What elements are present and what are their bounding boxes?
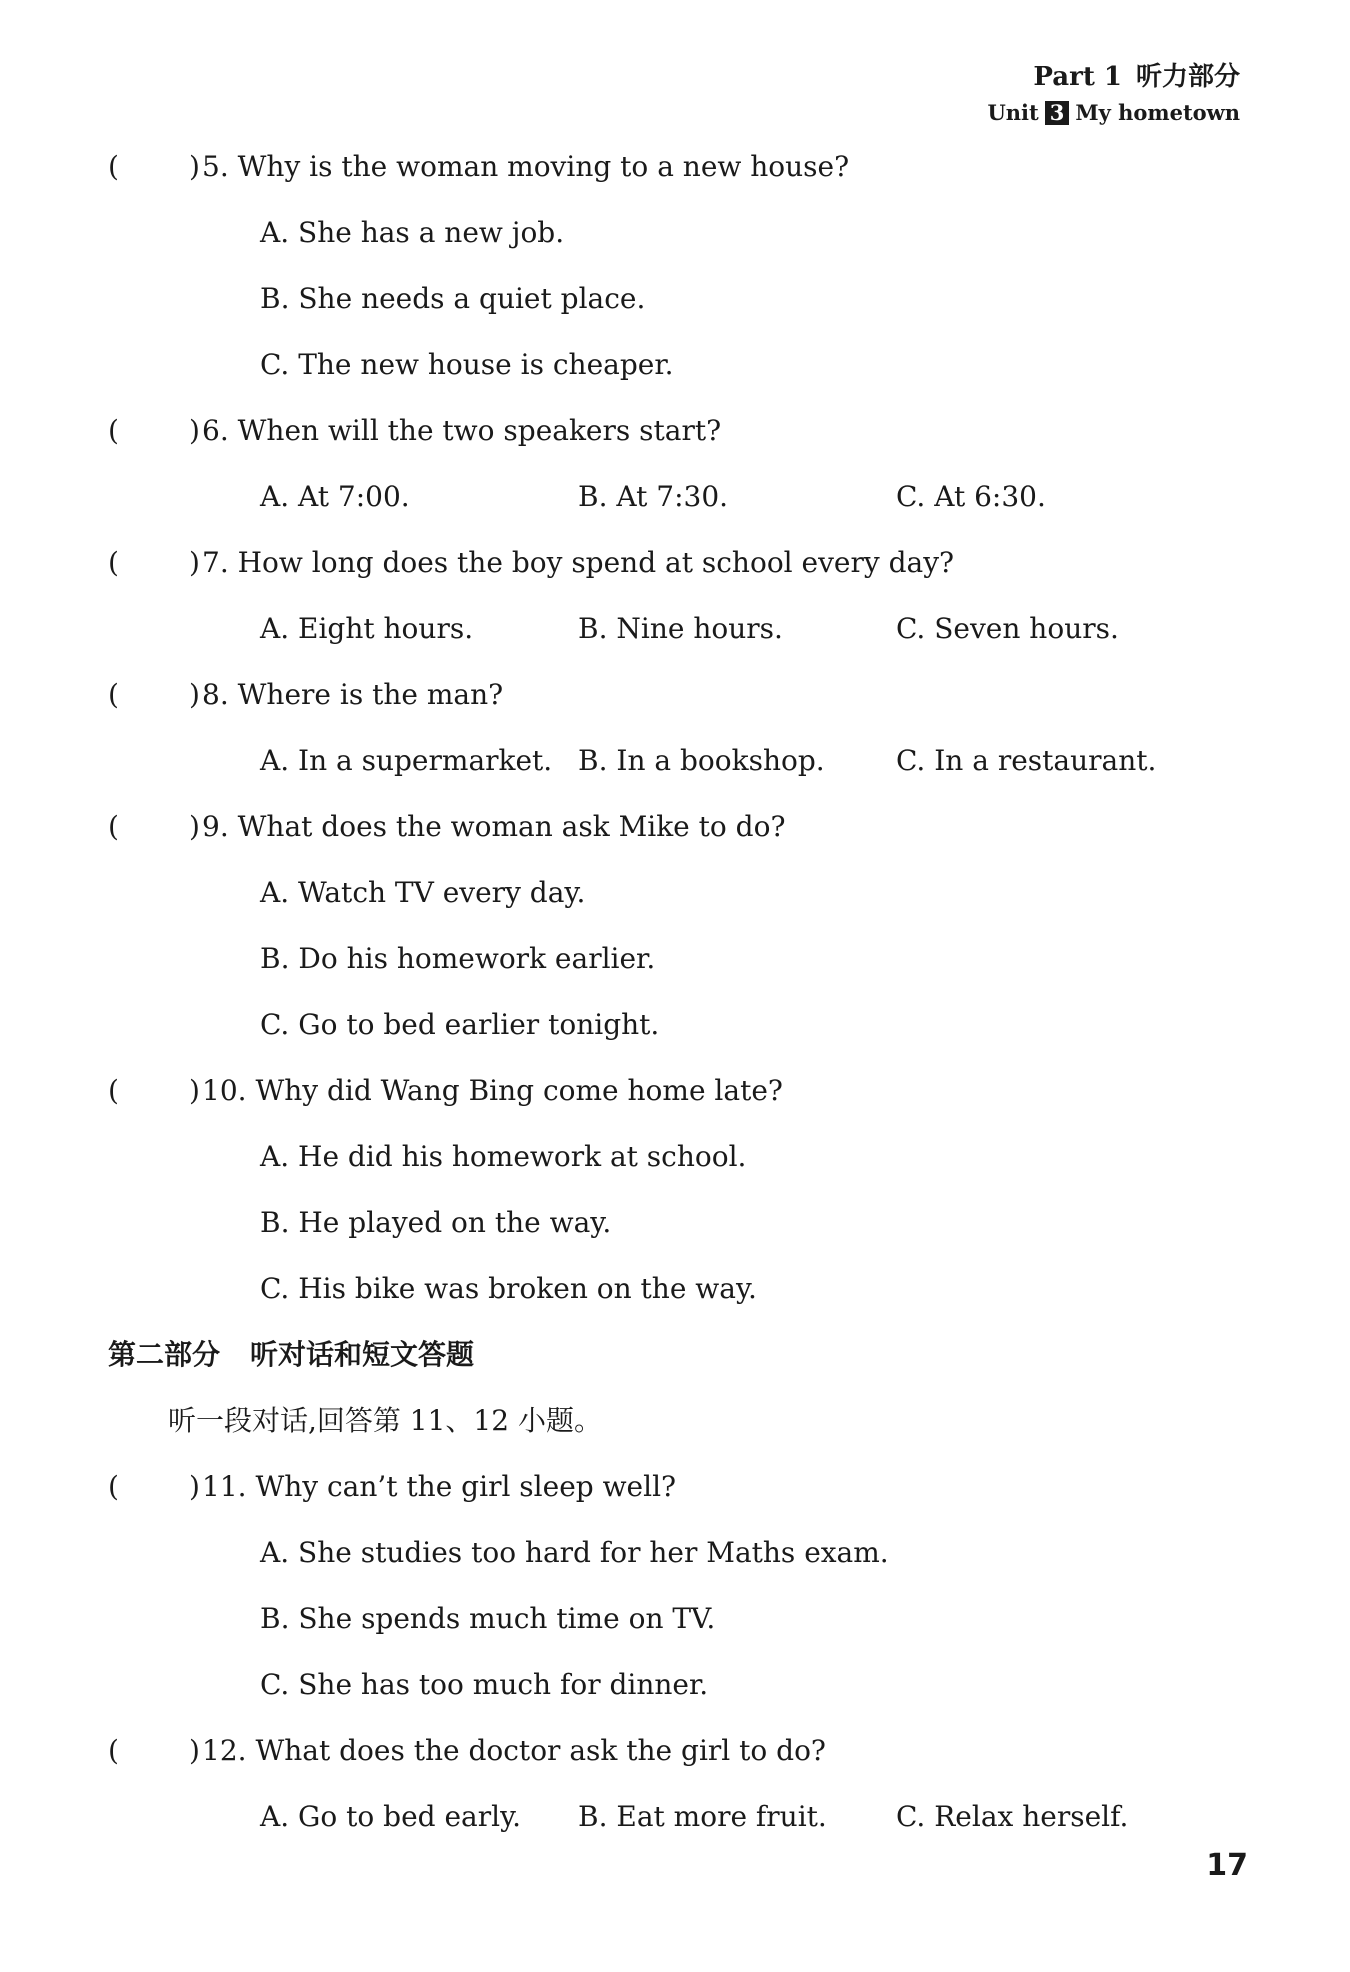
answer-option: A. She studies too hard for her Maths exam.: [260, 1536, 889, 1569]
question-prompt: Why is the woman moving to a new house?: [237, 150, 850, 183]
answer-blank[interactable]: ( ): [108, 810, 200, 843]
question-number: 7.: [202, 546, 229, 579]
section-title: [108, 1334, 1228, 1400]
answer-option: B. At 7:30.: [578, 480, 729, 513]
answer-option: C. Go to bed earlier tonight.: [260, 1008, 660, 1041]
part-label: Part 1: [1033, 62, 1122, 92]
unit-number-badge: 3: [1045, 101, 1070, 125]
answer-option: B. Eat more fruit.: [578, 1800, 827, 1833]
answer-blank[interactable]: ( ): [108, 1470, 200, 1503]
answer-blank[interactable]: ( ): [108, 414, 200, 447]
question-text: [202, 542, 954, 584]
answer-blank[interactable]: ( ): [108, 678, 200, 711]
question-text: [202, 410, 721, 452]
unit-heading: [987, 98, 1240, 128]
answer-blank[interactable]: ( ): [108, 546, 200, 579]
answer-option: A. Watch TV every day.: [260, 876, 586, 909]
question-row: [108, 1730, 1228, 1796]
question-row: [108, 410, 1228, 476]
question-row: [108, 146, 1228, 212]
answer-option: C. She has too much for dinner.: [260, 1668, 709, 1701]
part-title-cn: 听力部分: [1135, 62, 1240, 92]
question-number: 5.: [202, 150, 229, 183]
answer-option: B. He played on the way.: [260, 1206, 612, 1239]
answer-option: C. At 6:30.: [896, 480, 1046, 513]
question-row: [108, 1070, 1228, 1136]
question-prompt: What does the woman ask Mike to do?: [237, 810, 786, 843]
page-header: [987, 60, 1240, 128]
answer-option: B. Nine hours.: [578, 612, 783, 645]
question-row: [108, 674, 1228, 740]
answer-blank[interactable]: ( ): [108, 150, 200, 183]
answer-option: A. Eight hours.: [260, 612, 474, 645]
answer-option: B. She spends much time on TV.: [260, 1602, 716, 1635]
section-name: 听对话和短文答题: [250, 1338, 475, 1371]
part-heading: [987, 60, 1240, 94]
question-row: [108, 1466, 1228, 1532]
answer-option: A. In a supermarket.: [260, 744, 553, 777]
question-list: [108, 146, 1228, 1862]
section-number: 第二部分: [108, 1338, 221, 1371]
question-text: [202, 674, 503, 716]
option-row: [108, 476, 1228, 542]
answer-option: C. In a restaurant.: [896, 744, 1157, 777]
page-number: 17: [1206, 1848, 1248, 1883]
question-number: 9.: [202, 810, 229, 843]
question-number: 12.: [202, 1734, 247, 1767]
question-number: 8.: [202, 678, 229, 711]
answer-option: A. At 7:00.: [260, 480, 410, 513]
question-number: 10.: [202, 1074, 247, 1107]
question-row: [108, 542, 1228, 608]
answer-option: C. His bike was broken on the way.: [260, 1272, 757, 1305]
answer-blank[interactable]: ( ): [108, 1734, 200, 1767]
part1-questions: [108, 146, 1228, 1334]
answer-option: C. Relax herself.: [896, 1800, 1129, 1833]
question-text: [202, 146, 849, 188]
answer-option: B. Do his homework earlier.: [260, 942, 656, 975]
question-prompt: How long does the boy spend at school every day?: [237, 546, 955, 579]
answer-option: A. Go to bed early.: [260, 1800, 522, 1833]
question-prompt: When will the two speakers start?: [237, 414, 722, 447]
section-instruction: 听一段对话,回答第 11、12 小题。: [168, 1404, 602, 1437]
question-text: [202, 806, 785, 848]
option-row: [108, 608, 1228, 674]
option-row: [108, 1796, 1228, 1862]
answer-option: C. The new house is cheaper.: [260, 348, 674, 381]
question-prompt: What does the doctor ask the girl to do?: [255, 1734, 826, 1767]
unit-label: Unit: [987, 100, 1039, 125]
answer-option: B. In a bookshop.: [578, 744, 825, 777]
answer-option: A. He did his homework at school.: [260, 1140, 747, 1173]
question-text: [202, 1730, 826, 1772]
question-number: 11.: [202, 1470, 247, 1503]
question-prompt: Why can’t the girl sleep well?: [255, 1470, 677, 1503]
question-number: 6.: [202, 414, 229, 447]
answer-blank[interactable]: ( ): [108, 1074, 200, 1107]
question-prompt: Where is the man?: [237, 678, 504, 711]
option-row: [108, 740, 1228, 806]
question-row: [108, 806, 1228, 872]
question-text: [202, 1466, 676, 1508]
answer-option: C. Seven hours.: [896, 612, 1119, 645]
question-prompt: Why did Wang Bing come home late?: [255, 1074, 783, 1107]
part2-questions: [108, 1466, 1228, 1862]
answer-option: B. She needs a quiet place.: [260, 282, 646, 315]
answer-option: A. She has a new job.: [260, 216, 565, 249]
question-text: [202, 1070, 783, 1112]
unit-title: My hometown: [1075, 100, 1240, 125]
